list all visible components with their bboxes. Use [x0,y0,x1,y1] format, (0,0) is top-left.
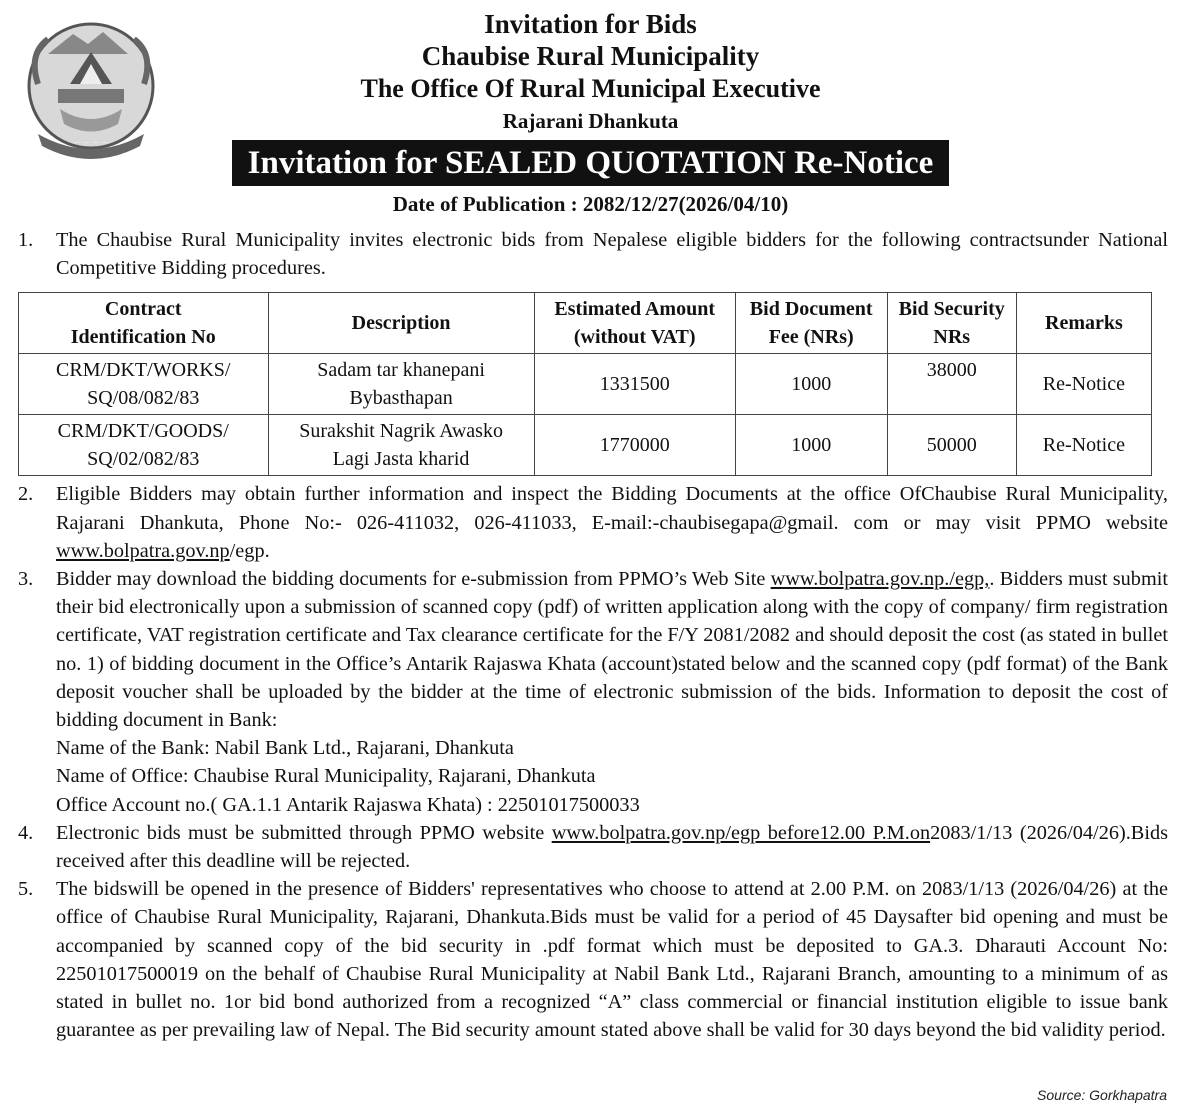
municipality-name: Chaubise Rural Municipality [421,41,760,71]
clause-text: Electronic bids must be submitted through PPMO website [56,821,552,844]
cell-description: Sadam tar khanepani Bybasthapan [268,354,534,415]
clause-4 [18,819,1168,875]
cell-remarks: Re-Notice [1016,354,1151,415]
clause-text: The Chaubise Rural Municipality invites electronic bids from Nepalese eligible bidders for the following contractsunder National Competitive Bidding procedures. [56,229,1168,280]
table-row [19,354,1152,415]
clause-number: 3. [18,568,34,591]
header-bid-security: Bid Security NRs [887,293,1016,354]
cell-security: 50000 [887,415,1016,476]
source-credit: Source: Gorkhapatra [1037,1087,1167,1103]
title-invitation-for-bids: Invitation for Bids [484,9,697,39]
cell-description: Surakshit Nagrik Awasko Lagi Jasta kharid [268,415,534,476]
bolpatra-egp-link[interactable]: www.bolpatra.gov.np./egp, [770,568,990,591]
cell-amount: 1331500 [534,354,735,415]
header-remarks: Remarks [1016,293,1151,354]
header-contract-id: Contract Identification No [19,293,269,354]
contracts-table [18,292,1152,476]
clause-2 [18,480,1168,565]
bank-name: Name of the Bank: Nabil Bank Ltd., Rajarani, Dhankuta [56,737,514,760]
header-bid-document-fee: Bid Document Fee (NRs) [735,293,887,354]
clause-text-tail: /egp. [229,539,270,562]
clause-3 [18,565,1168,819]
cell-fee: 1000 [735,354,887,415]
clause-number: 4. [18,821,34,844]
svg-text:~ ~ ~ ~: ~ ~ ~ ~ [73,138,109,147]
table-header-row [19,293,1152,354]
office-location: Rajarani Dhankuta [502,109,679,133]
publication-date: Date of Publication : 2082/12/27(2026/04/10) [392,192,789,216]
cell-fee: 1000 [735,415,887,476]
header-description: Description [268,293,534,354]
egp-deadline-link[interactable]: www.bolpatra.gov.np/egp before12.00 P.M.on [551,821,931,844]
notice-banner: Invitation for SEALED QUOTATION Re-Notice [232,140,950,186]
table-row [19,415,1152,476]
cell-remarks: Re-Notice [1016,415,1151,476]
clause-text: Eligible Bidders may obtain further information and inspect the Bidding Documents at the office OfChaubise Rural Municipality, Rajarani Dhankuta, Phone No:- 026-411032, 026-411033, E-mail:-chaubisegapa@gmail. com or may visit PPMO website [56,483,1168,534]
clause-number: 5. [18,878,34,901]
clause-5 [18,875,1168,1044]
clause-text: Bidder may download the bidding documents for e-submission from PPMO’s Web Site [56,568,771,591]
clause-text-tail: 2083/1/13 (2026/04/26).Bids received after this deadline will be rejected. [56,821,1168,873]
clause-number: 1. [18,229,34,251]
cell-contract-id: CRM/DKT/GOODS/ SQ/02/082/83 [19,415,269,476]
clause-number: 2. [18,483,34,506]
cell-amount: 1770000 [534,415,735,476]
office-account: Office Account no.( GA.1.1 Antarik Rajaswa Khata) : 22501017500033 [56,793,640,816]
clause-1 [18,226,1168,282]
office-name-line: Name of Office: Chaubise Rural Municipality, Rajarani, Dhankuta [56,765,596,788]
notice-header [0,8,1181,218]
cell-contract-id: CRM/DKT/WORKS/ SQ/08/082/83 [19,354,269,415]
office-name: The Office Of Rural Municipal Executive [360,74,821,103]
header-estimated-amount: Estimated Amount (without VAT) [534,293,735,354]
cell-security: 38000 [887,354,1016,415]
bolpatra-link[interactable]: www.bolpatra.gov.np [56,539,230,562]
clause-text-tail: . Bidders must submit their bid electronically upon a submission of scanned copy (pdf) of written application along with the copy of company/ firm registration certificate, VAT registration certificate and Tax clearance certificate for the F/Y 2081/2082 and should deposit the cost (as stated in bullet no. 1) of bidding document in the Office’s Antarik Rajaswa Khata (account)stated below and the scanned copy (pdf format) of the Bank deposit voucher shall be uploaded by the bidder at the time of electronic submission of the bids. Information to deposit the cost of bidding document in Bank: [56,568,1168,732]
notice-body [18,226,1168,1044]
clause-text: The bidswill be opened in the presence of Bidders' representatives who choose to attend at 2.00 P.M. on 2083/1/13 (2026/04/26) at the office of Chaubise Rural Municipality, Rajarani, Dhankuta.Bids must be valid for a period of 45 Daysafter bid opening and must be accompanied by scanned copy of the bid security in .pdf format which must be deposited to GA.3. Dharauti Account No: 22501017500019 on the behalf of Chaubise Rural Municipality at Nabil Bank Ltd., Rajarani Branch, amounting to a minimum of as stated in bullet no. 1or bid bond authorized from a recognized “A” class commercial or financial institution eligible to issue bank guarantee as per prevailing law of Nepal. The Bid security amount stated above shall be valid for 30 days beyond the bid validity period. [56,878,1168,1042]
